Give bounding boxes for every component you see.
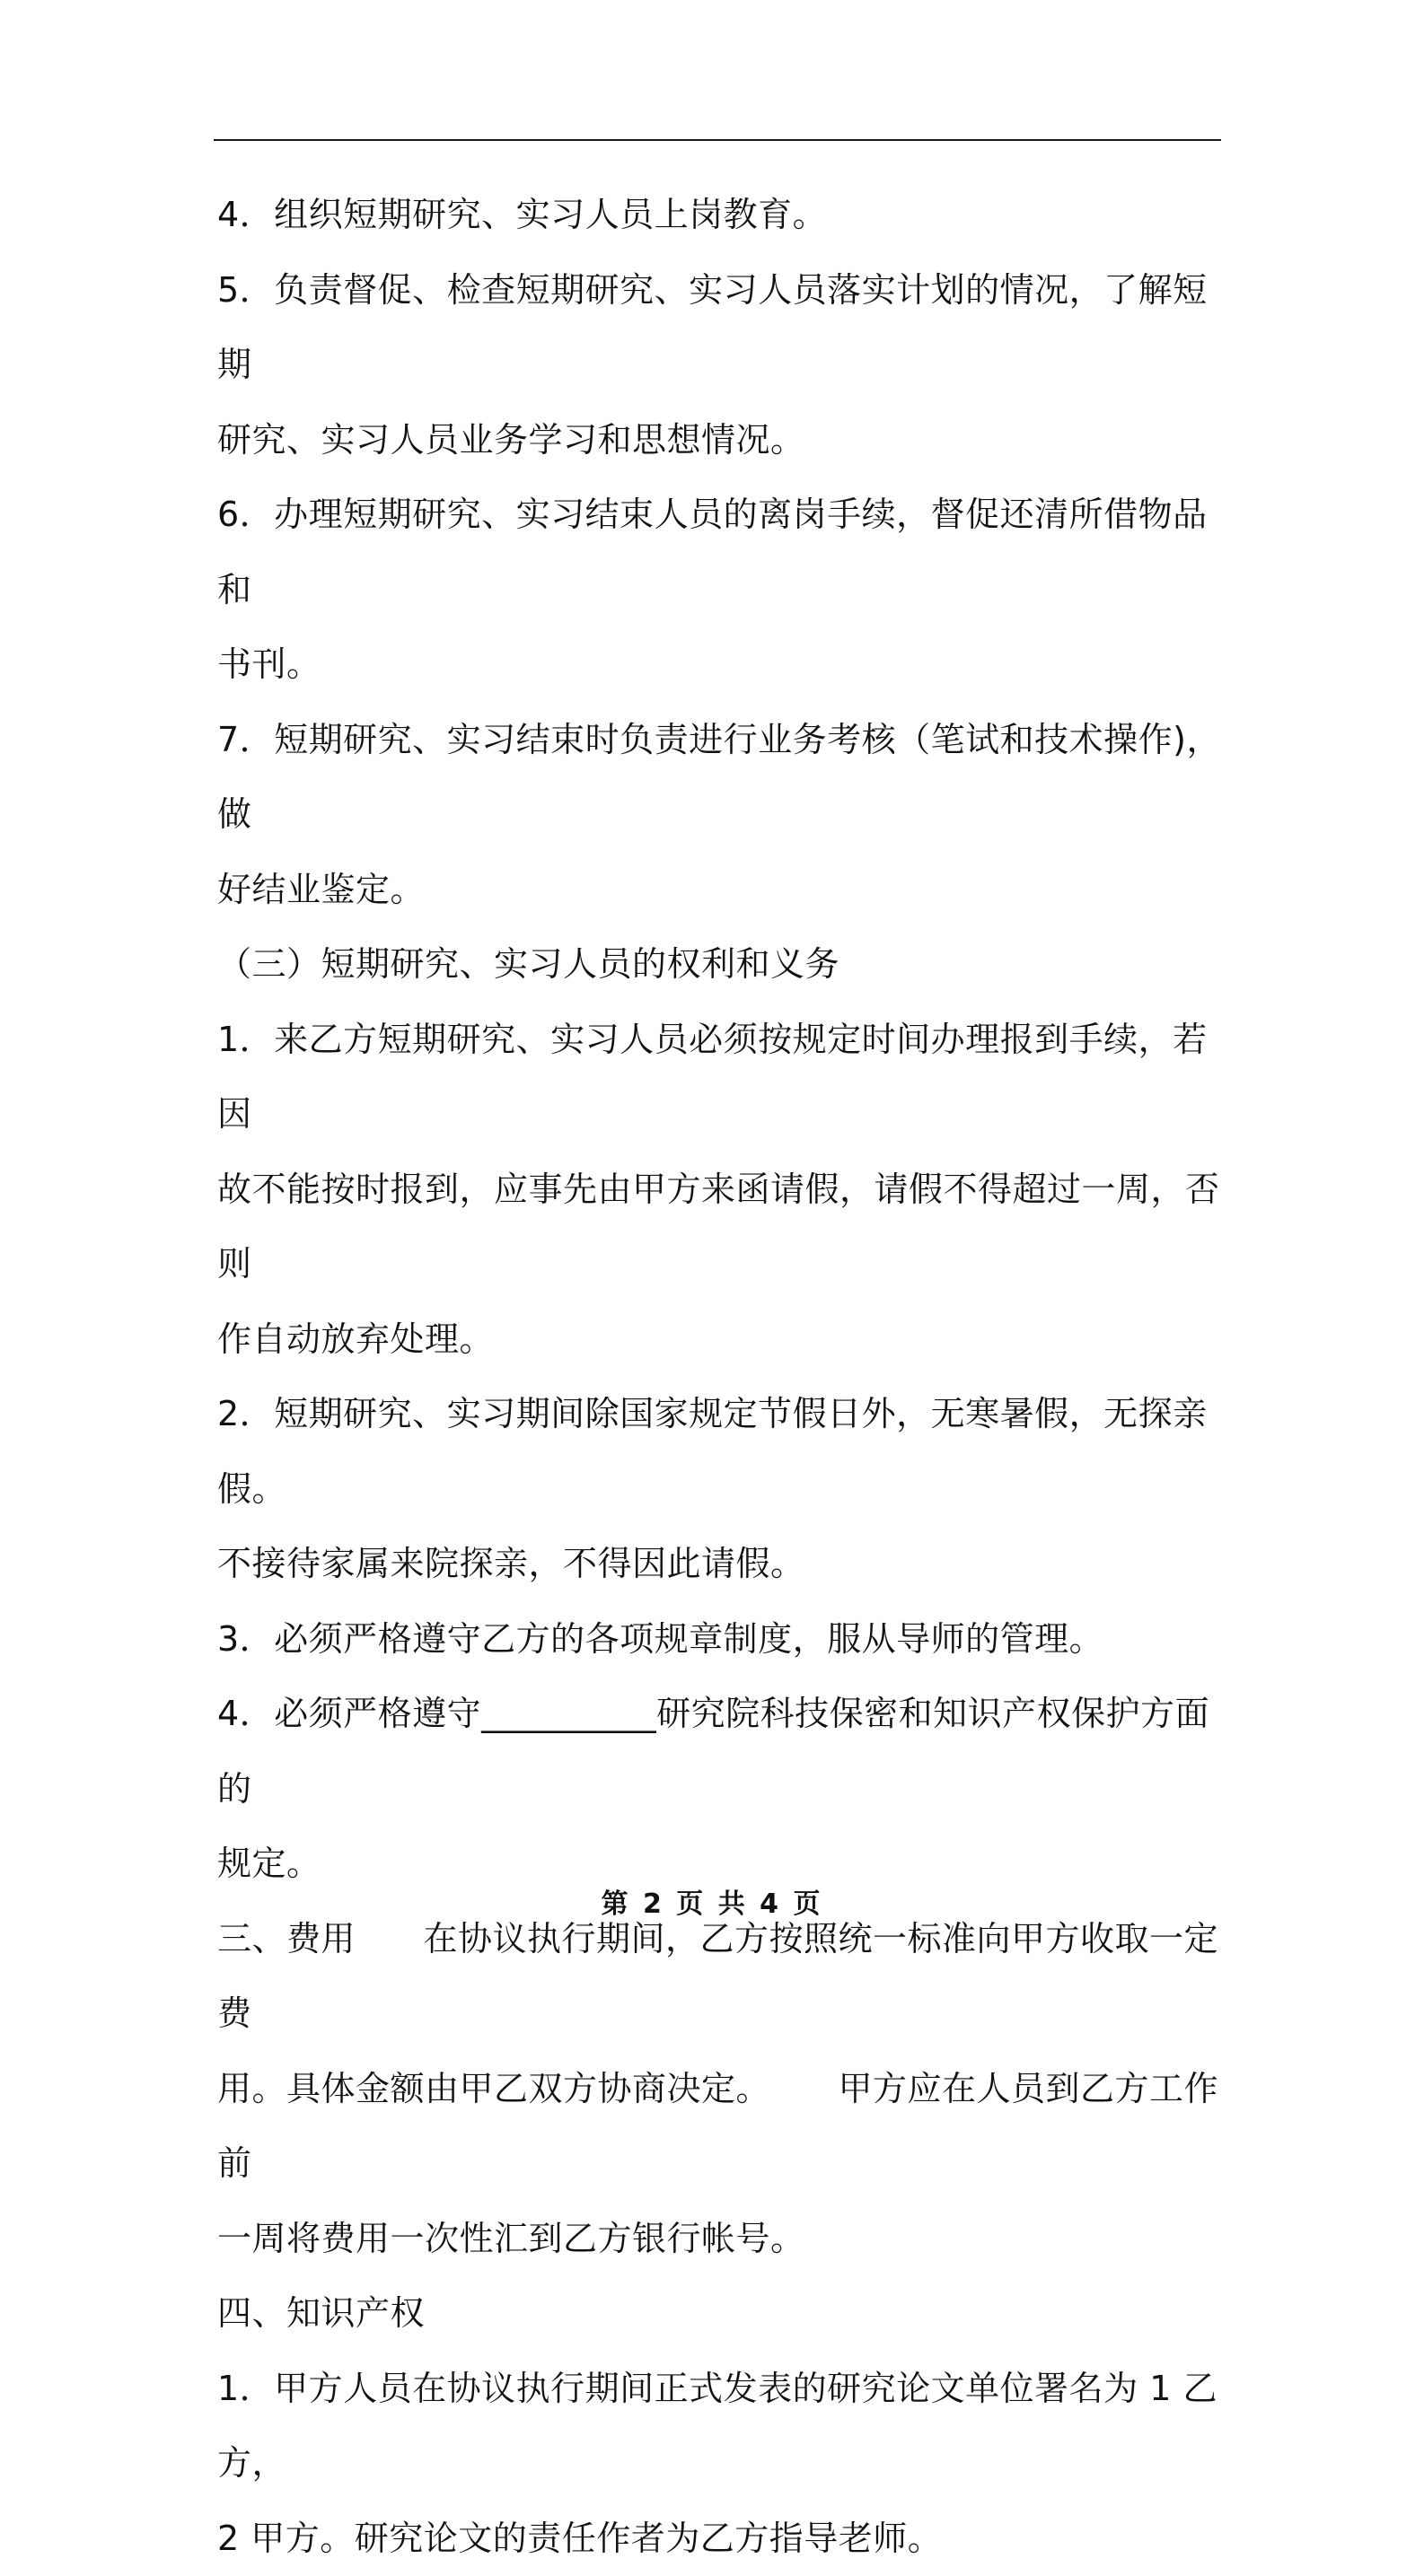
paragraph-line: 研究、实习人员业务学习和思想情况。 <box>217 403 1241 478</box>
paragraph-line: 规定。 <box>217 1827 1241 1902</box>
paragraph-duty-1-report <box>217 1003 1241 1378</box>
paragraph-line: 4．组织短期研究、实习人员上岗教育。 <box>217 178 1241 253</box>
paragraph-item-4-training <box>217 178 1241 253</box>
paragraph-line: 四、知识产权 <box>217 2276 1241 2352</box>
paragraph-item-7-assessment <box>217 703 1241 928</box>
paragraph-line: 好结业鉴定。 <box>217 853 1241 928</box>
paragraph-line: 1．甲方人员在协议执行期间正式发表的研究论文单位署名为 1 乙方， <box>217 2352 1241 2502</box>
header-rule <box>214 139 1221 141</box>
paragraph-line: 1．来乙方短期研究、实习人员必须按规定时间办理报到手续，若因 <box>217 1003 1241 1152</box>
paragraph-line: 4．必须严格遵守__________研究院科技保密和知识产权保护方面的 <box>217 1677 1241 1827</box>
paragraph-duty-4-confidentiality <box>217 1677 1241 1902</box>
paragraph-line: 不接待家属来院探亲，不得因此请假。 <box>217 1527 1241 1602</box>
paragraph-item-6-departure <box>217 478 1241 703</box>
paragraph-line: 书刊。 <box>217 627 1241 703</box>
paragraph-item-5-supervise <box>217 253 1241 478</box>
page-number: 第 2 页 共 4 页 <box>0 1881 1424 1921</box>
paragraph-line: 2 甲方。研究论文的责任作者为乙方指导老师。 <box>217 2502 1241 2576</box>
paragraph-line: 用。具体金额由甲乙双方协商决定。 甲方应在人员到乙方工作前 <box>217 2052 1241 2202</box>
paragraph-line: 5．负责督促、检查短期研究、实习人员落实计划的情况，了解短期 <box>217 253 1241 403</box>
paragraph-duty-2-holidays <box>217 1377 1241 1602</box>
paragraph-section-3-heading <box>217 927 1241 1003</box>
paragraph-line: 作自动放弃处理。 <box>217 1302 1241 1378</box>
paragraph-line: 三、费用 在协议执行期间，乙方按照统一标准向甲方收取一定费 <box>217 1902 1241 2052</box>
paragraph-line: 6．办理短期研究、实习结束人员的离岗手续，督促还清所借物品和 <box>217 478 1241 627</box>
paragraph-article-4-heading <box>217 2276 1241 2352</box>
document-body <box>217 178 1241 2576</box>
paragraph-article-3-fees <box>217 1902 1241 2277</box>
paragraph-line: 7．短期研究、实习结束时负责进行业务考核（笔试和技术操作)，做 <box>217 703 1241 853</box>
paragraph-duty-3-rules <box>217 1602 1241 1678</box>
paragraph-ip-1-authorship <box>217 2352 1241 2576</box>
paragraph-line: 3．必须严格遵守乙方的各项规章制度，服从导师的管理。 <box>217 1602 1241 1678</box>
paragraph-line: 2．短期研究、实习期间除国家规定节假日外，无寒暑假，无探亲假。 <box>217 1377 1241 1527</box>
paragraph-line: 一周将费用一次性汇到乙方银行帐号。 <box>217 2202 1241 2277</box>
paragraph-line: 故不能按时报到，应事先由甲方来函请假，请假不得超过一周，否则 <box>217 1152 1241 1302</box>
paragraph-line: （三）短期研究、实习人员的权利和义务 <box>217 927 1241 1003</box>
